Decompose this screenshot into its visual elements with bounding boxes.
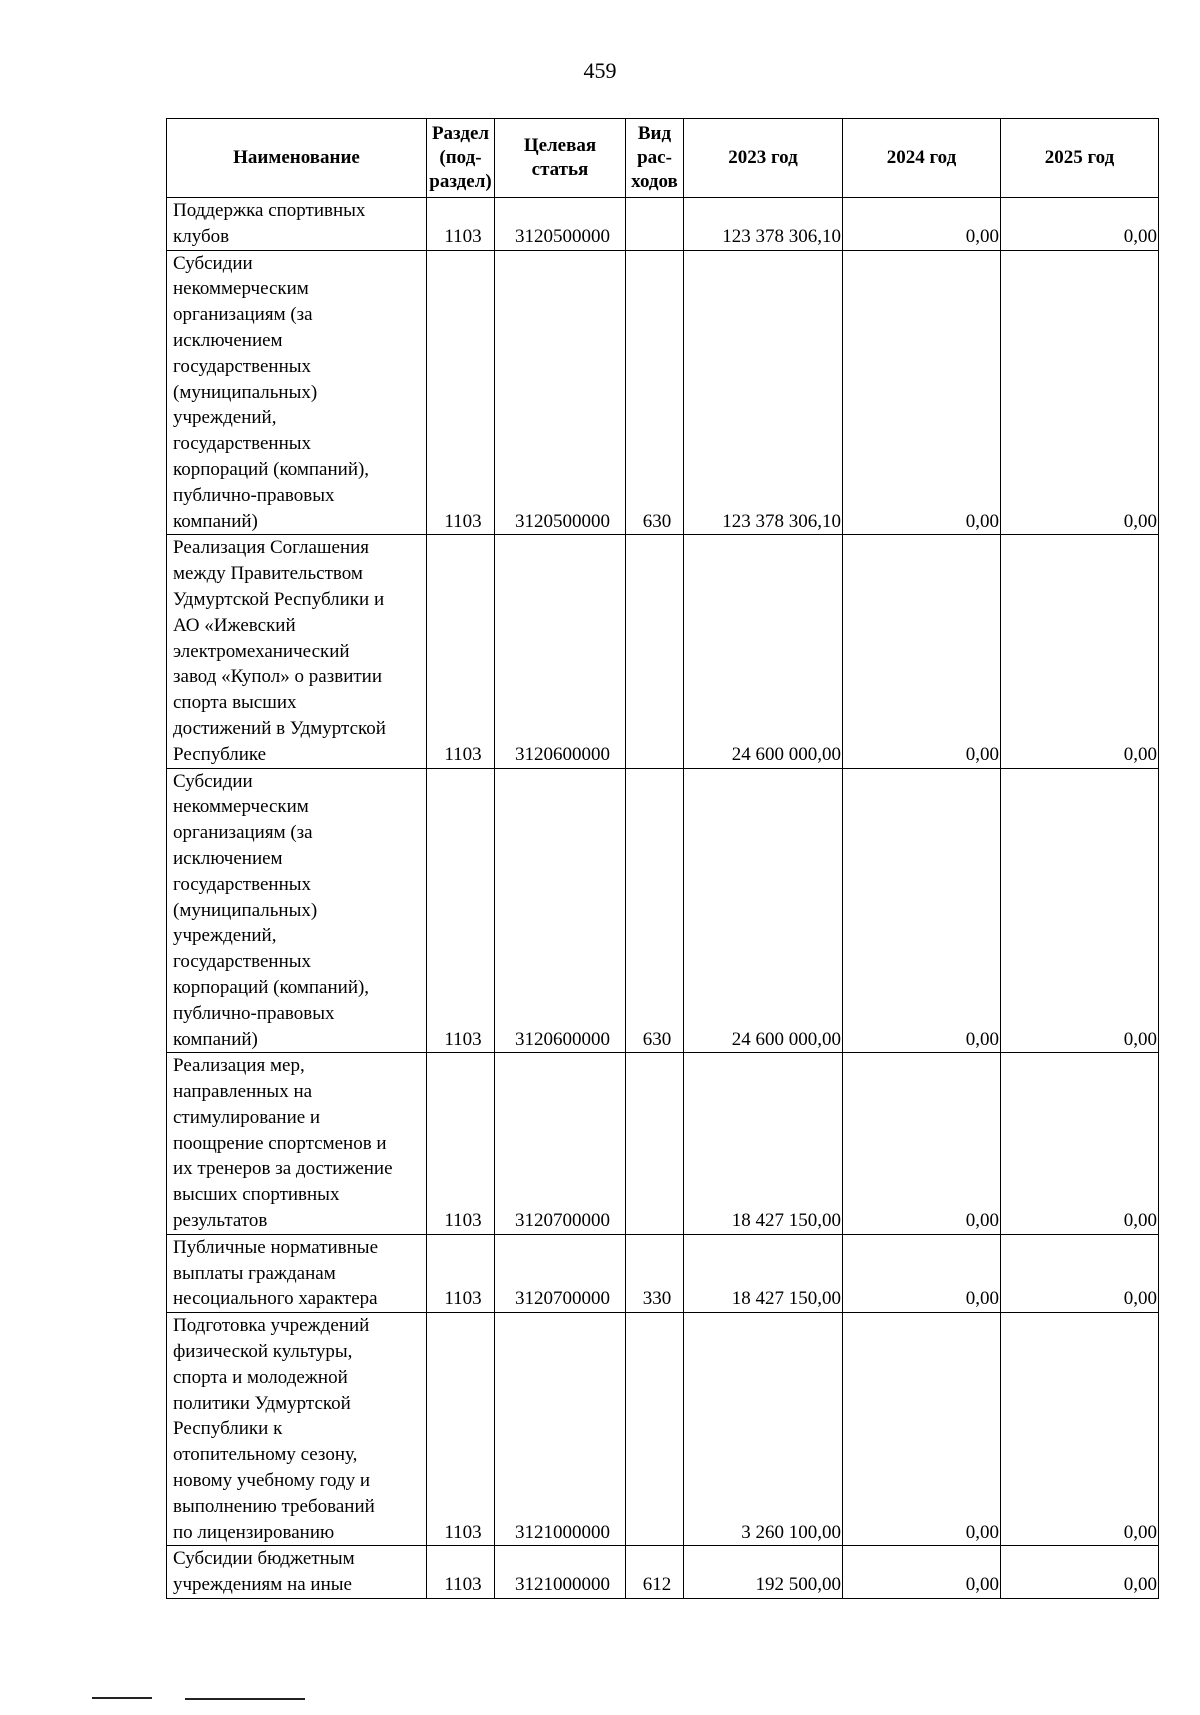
row-2023: 3 260 100,00	[684, 1313, 843, 1546]
row-section: 1103	[427, 1546, 495, 1599]
row-2023: 24 600 000,00	[684, 768, 843, 1053]
row-2024: 0,00	[843, 1234, 1001, 1312]
row-2025: 0,00	[1001, 1053, 1159, 1235]
row-2025: 0,00	[1001, 768, 1159, 1053]
row-section: 1103	[427, 1234, 495, 1312]
row-2023: 18 427 150,00	[684, 1053, 843, 1235]
row-2023: 18 427 150,00	[684, 1234, 843, 1312]
row-2024: 0,00	[843, 535, 1001, 768]
table-row	[167, 1234, 1159, 1312]
row-target: 3120500000	[495, 250, 626, 535]
row-name: Реализация Соглашения между Правительством Удмуртской Республики и АО «Ижевский электромеханический завод «Купол» о развитии спорта высших достижений в Удмуртской Республике	[167, 535, 427, 768]
row-2025: 0,00	[1001, 535, 1159, 768]
row-kind	[626, 1053, 684, 1235]
row-target: 3121000000	[495, 1313, 626, 1546]
table-row	[167, 250, 1159, 535]
row-2024: 0,00	[843, 250, 1001, 535]
row-2025: 0,00	[1001, 250, 1159, 535]
row-kind	[626, 198, 684, 251]
row-target: 3120700000	[495, 1234, 626, 1312]
row-name: Поддержка спортивных клубов	[167, 198, 427, 251]
budget-table	[166, 118, 1159, 1599]
row-section: 1103	[427, 768, 495, 1053]
row-2024: 0,00	[843, 198, 1001, 251]
header-kind: Вид рас- ходов	[626, 119, 684, 198]
row-section: 1103	[427, 1313, 495, 1546]
row-name: Субсидии некоммерческим организациям (за исключением государственных (муниципальных) учреждений, государственных корпораций (компаний), публично-правовых компаний)	[167, 250, 427, 535]
row-section: 1103	[427, 535, 495, 768]
row-kind: 630	[626, 250, 684, 535]
scan-mark-left	[92, 1697, 152, 1699]
row-name: Реализация мер, направленных на стимулирование и поощрение спортсменов и их тренеров за достижение высших спортивных результатов	[167, 1053, 427, 1235]
row-section: 1103	[427, 1053, 495, 1235]
table-row	[167, 1053, 1159, 1235]
header-target: Целевая статья	[495, 119, 626, 198]
row-2024: 0,00	[843, 1313, 1001, 1546]
table-row	[167, 1313, 1159, 1546]
row-kind	[626, 1313, 684, 1546]
row-2025: 0,00	[1001, 1234, 1159, 1312]
row-target: 3120500000	[495, 198, 626, 251]
table-row	[167, 768, 1159, 1053]
row-target: 3120600000	[495, 535, 626, 768]
row-2025: 0,00	[1001, 1313, 1159, 1546]
row-2025: 0,00	[1001, 198, 1159, 251]
header-name: Наименование	[167, 119, 427, 198]
row-2023: 123 378 306,10	[684, 250, 843, 535]
table-row	[167, 1546, 1159, 1599]
row-2024: 0,00	[843, 1546, 1001, 1599]
row-kind	[626, 535, 684, 768]
row-name: Подготовка учреждений физической культуры, спорта и молодежной политики Удмуртской Республики к отопительному сезону, новому учебному году и выполнению требований по лицензированию	[167, 1313, 427, 1546]
row-2025: 0,00	[1001, 1546, 1159, 1599]
row-name: Публичные нормативные выплаты гражданам несоциального характера	[167, 1234, 427, 1312]
row-section: 1103	[427, 198, 495, 251]
row-2023: 123 378 306,10	[684, 198, 843, 251]
header-section: Раздел (под- раздел)	[427, 119, 495, 198]
row-target: 3120600000	[495, 768, 626, 1053]
row-2024: 0,00	[843, 1053, 1001, 1235]
page-number: 459	[583, 58, 617, 83]
row-kind: 330	[626, 1234, 684, 1312]
row-name: Субсидии некоммерческим организациям (за исключением государственных (муниципальных) учреждений, государственных корпораций (компаний), публично-правовых компаний)	[167, 768, 427, 1053]
row-kind: 612	[626, 1546, 684, 1599]
row-2023: 192 500,00	[684, 1546, 843, 1599]
row-name: Субсидии бюджетным учреждениям на иные	[167, 1546, 427, 1599]
table-row	[167, 535, 1159, 768]
row-2023: 24 600 000,00	[684, 535, 843, 768]
header-row	[167, 119, 1159, 198]
row-2024: 0,00	[843, 768, 1001, 1053]
scan-mark-center	[185, 1698, 305, 1700]
row-target: 3120700000	[495, 1053, 626, 1235]
table-row	[167, 198, 1159, 251]
row-kind: 630	[626, 768, 684, 1053]
header-2023: 2023 год	[684, 119, 843, 198]
row-section: 1103	[427, 250, 495, 535]
row-target: 3121000000	[495, 1546, 626, 1599]
header-2025: 2025 год	[1001, 119, 1159, 198]
header-2024: 2024 год	[843, 119, 1001, 198]
